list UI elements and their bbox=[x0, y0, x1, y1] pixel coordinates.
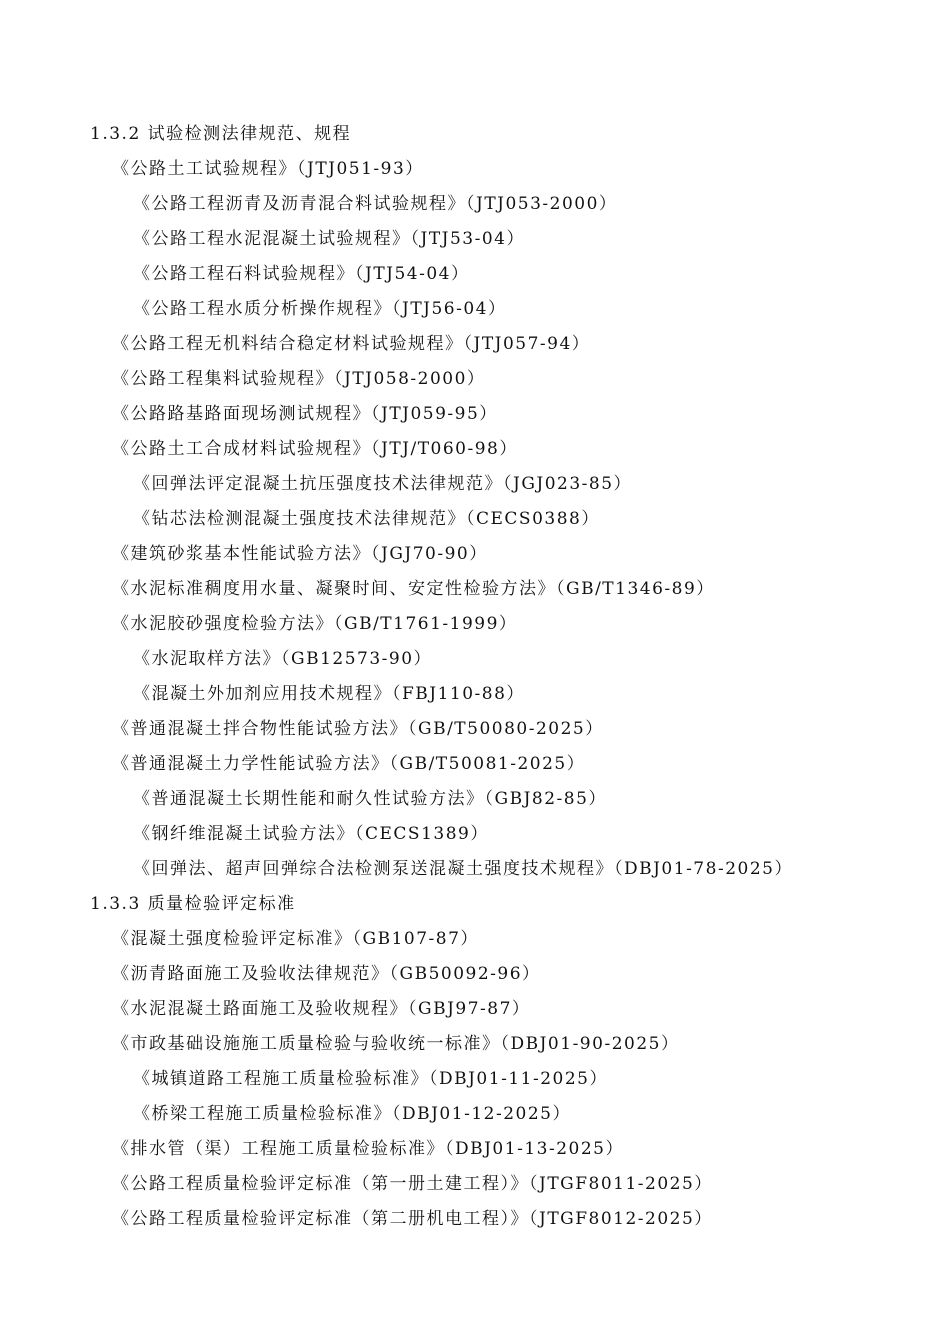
list-item: 《沥青路面施工及验收法律规范》（GB50092-96） bbox=[112, 964, 541, 984]
list-item: 《公路路基路面现场测试规程》（JTJ059-95） bbox=[112, 404, 498, 424]
list-item: 《公路工程无机料结合稳定材料试验规程》（JTJ057-94） bbox=[112, 334, 591, 354]
list-item: 《公路工程集料试验规程》（JTJ058-2000） bbox=[112, 369, 486, 389]
list-item: 《钢纤维混凝土试验方法》（CECS1389） bbox=[133, 824, 489, 844]
list-item: 《公路土工合成材料试验规程》（JTJ/T060-98） bbox=[112, 439, 518, 459]
list-item: 《公路工程沥青及沥青混合料试验规程》（JTJ053-2000） bbox=[133, 194, 618, 214]
list-item: 《混凝土外加剂应用技术规程》（FBJ110-88） bbox=[133, 684, 525, 704]
list-item: 《公路工程水泥混凝土试验规程》（JTJ53-04） bbox=[133, 229, 525, 249]
list-item: 《公路土工试验规程》（JTJ051-93） bbox=[112, 159, 424, 179]
list-item: 《建筑砂浆基本性能试验方法》（JGJ70-90） bbox=[112, 544, 488, 564]
section-heading-1-3-3: 1.3.3 质量检验评定标准 bbox=[90, 894, 296, 914]
list-item: 《水泥混凝土路面施工及验收规程》（GBJ97-87） bbox=[112, 999, 531, 1019]
list-item: 《钻芯法检测混凝土强度技术法律规范》（CECS0388） bbox=[133, 509, 600, 529]
section-heading-1-3-2: 1.3.2 试验检测法律规范、规程 bbox=[90, 124, 352, 144]
list-item: 《公路工程质量检验评定标准（第一册土建工程）》（JTGF8011-2025） bbox=[112, 1174, 713, 1194]
list-item: 《水泥标准稠度用水量、凝聚时间、安定性检验方法》（GB/T1346-89） bbox=[112, 579, 715, 599]
list-item: 《普通混凝土力学性能试验方法》（GB/T50081-2025） bbox=[112, 754, 586, 774]
list-item: 《桥梁工程施工质量检验标准》（DBJ01-12-2025） bbox=[133, 1104, 571, 1124]
list-item: 《水泥胶砂强度检验方法》（GB/T1761-1999） bbox=[112, 614, 518, 634]
list-item: 《回弹法、超声回弹综合法检测泵送混凝土强度技术规程》（DBJ01-78-2025） bbox=[133, 859, 793, 879]
list-item: 《回弹法评定混凝土抗压强度技术法律规范》（JGJ023-85） bbox=[133, 474, 633, 494]
list-item: 《公路工程质量检验评定标准（第二册机电工程）》（JTGF8012-2025） bbox=[112, 1209, 713, 1229]
list-item: 《普通混凝土长期性能和耐久性试验方法》（GBJ82-85） bbox=[133, 789, 607, 809]
list-item: 《公路工程石料试验规程》（JTJ54-04） bbox=[133, 264, 470, 284]
list-item: 《排水管（渠）工程施工质量检验标准》（DBJ01-13-2025） bbox=[112, 1139, 624, 1159]
list-item: 《普通混凝土拌合物性能试验方法》（GB/T50080-2025） bbox=[112, 719, 604, 739]
list-item: 《市政基础设施施工质量检验与验收统一标准》（DBJ01-90-2025） bbox=[112, 1034, 680, 1054]
list-item: 《混凝土强度检验评定标准》（GB107-87） bbox=[112, 929, 479, 949]
list-item: 《公路工程水质分析操作规程》（JTJ56-04） bbox=[133, 299, 507, 319]
list-item: 《水泥取样方法》（GB12573-90） bbox=[133, 649, 433, 669]
list-item: 《城镇道路工程施工质量检验标准》（DBJ01-11-2025） bbox=[133, 1069, 608, 1089]
